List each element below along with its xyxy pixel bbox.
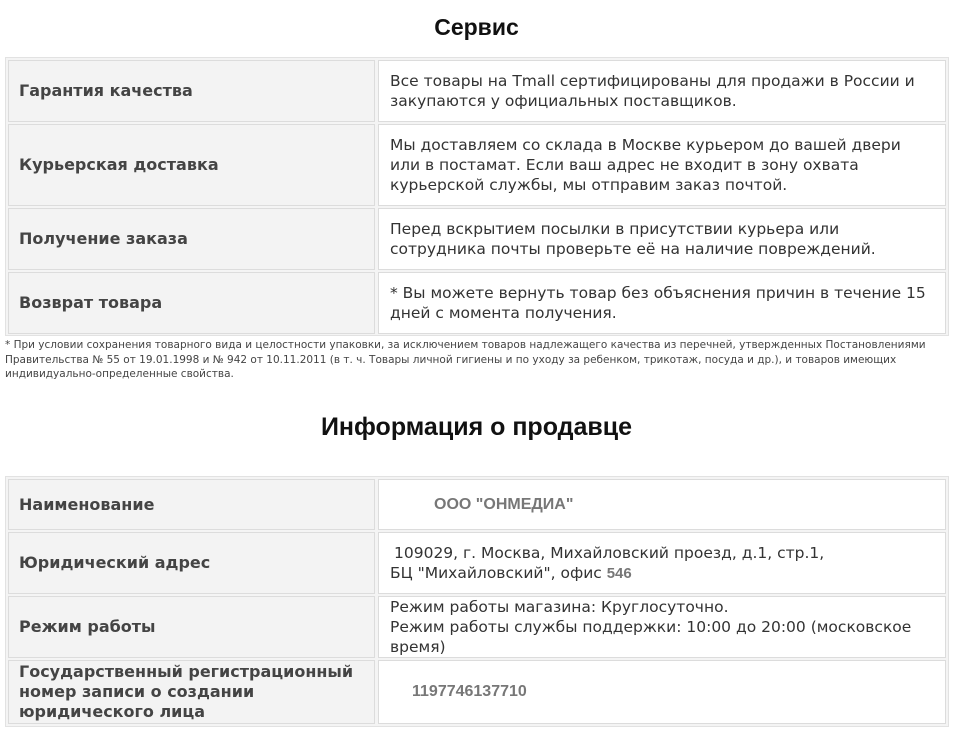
row-label: Наименование	[8, 479, 375, 530]
table-row-delivery	[8, 124, 946, 206]
row-value: Все товары на Tmall сертифицированы для продажи в России и закупаются у официальных поставщиков.	[378, 60, 946, 122]
row-value: Мы доставляем со склада в Москве курьером до вашей двери или в постамат. Если ваш адрес не входит в зону охвата курьерской службы, мы отправим заказ почтой.	[378, 124, 946, 206]
row-label: Юридический адрес	[8, 532, 375, 594]
address-line-1: 109029, г. Москва, Михайловский проезд, д.1, стр.1,	[394, 543, 825, 562]
address-block	[390, 543, 824, 584]
service-section-title: Сервис	[434, 14, 519, 40]
table-row-hours	[8, 596, 946, 658]
row-value: Перед вскрытием посылки в присутствии курьера или сотрудника почты проверьте её на наличие повреждений.	[378, 208, 946, 270]
row-label: Курьерская доставка	[8, 124, 375, 206]
row-label: Государственный регистрационный номер записи о создании юридического лица	[8, 660, 375, 724]
row-label: Гарантия качества	[8, 60, 375, 122]
hours-block	[390, 597, 935, 657]
hours-line-1: Режим работы магазина: Круглосуточно.	[390, 598, 729, 616]
row-label: Получение заказа	[8, 208, 375, 270]
hours-line-2: Режим работы службы поддержки: 10:00 до 20:00 (московское время)	[390, 618, 912, 656]
row-value	[378, 532, 946, 594]
office-number: 546	[606, 564, 632, 582]
row-value: * Вы можете вернуть товар без объяснения причин в течение 15 дней с момента получения.	[378, 272, 946, 334]
table-row-registration	[8, 660, 946, 724]
company-name: ООО "ОНМЕДИА"	[434, 495, 574, 513]
seller-section-title: Информация о продавце	[320, 413, 633, 441]
table-row-return	[8, 272, 946, 334]
row-value	[378, 479, 946, 530]
table-row-name	[8, 479, 946, 530]
address-line-2-text: БЦ "Михайловский", офис	[390, 563, 607, 582]
registration-number: 1197746137710	[412, 683, 527, 700]
address-line-2	[390, 563, 824, 584]
table-row-address	[8, 532, 946, 594]
row-label: Возврат товара	[8, 272, 375, 334]
row-label: Режим работы	[8, 596, 375, 658]
table-row-receipt	[8, 208, 946, 270]
seller-table	[5, 476, 949, 727]
service-table	[5, 57, 949, 336]
table-row-quality	[8, 60, 946, 122]
row-value	[378, 660, 946, 724]
row-value	[378, 596, 946, 658]
footnote: * При условии сохранения товарного вида и целостности упаковки, за исключением товаров надлежащего качества из перечней, утвержденных Постановлениями Правительства № 55 от 19.01.1998 и № 942 от 10.11.2011 (в т. ч. Товары личной гигиены и по уходу за ребенком, трикотаж, посуда и др.), и товаров имеющих индивидуально-определенные свойства.	[5, 339, 926, 380]
